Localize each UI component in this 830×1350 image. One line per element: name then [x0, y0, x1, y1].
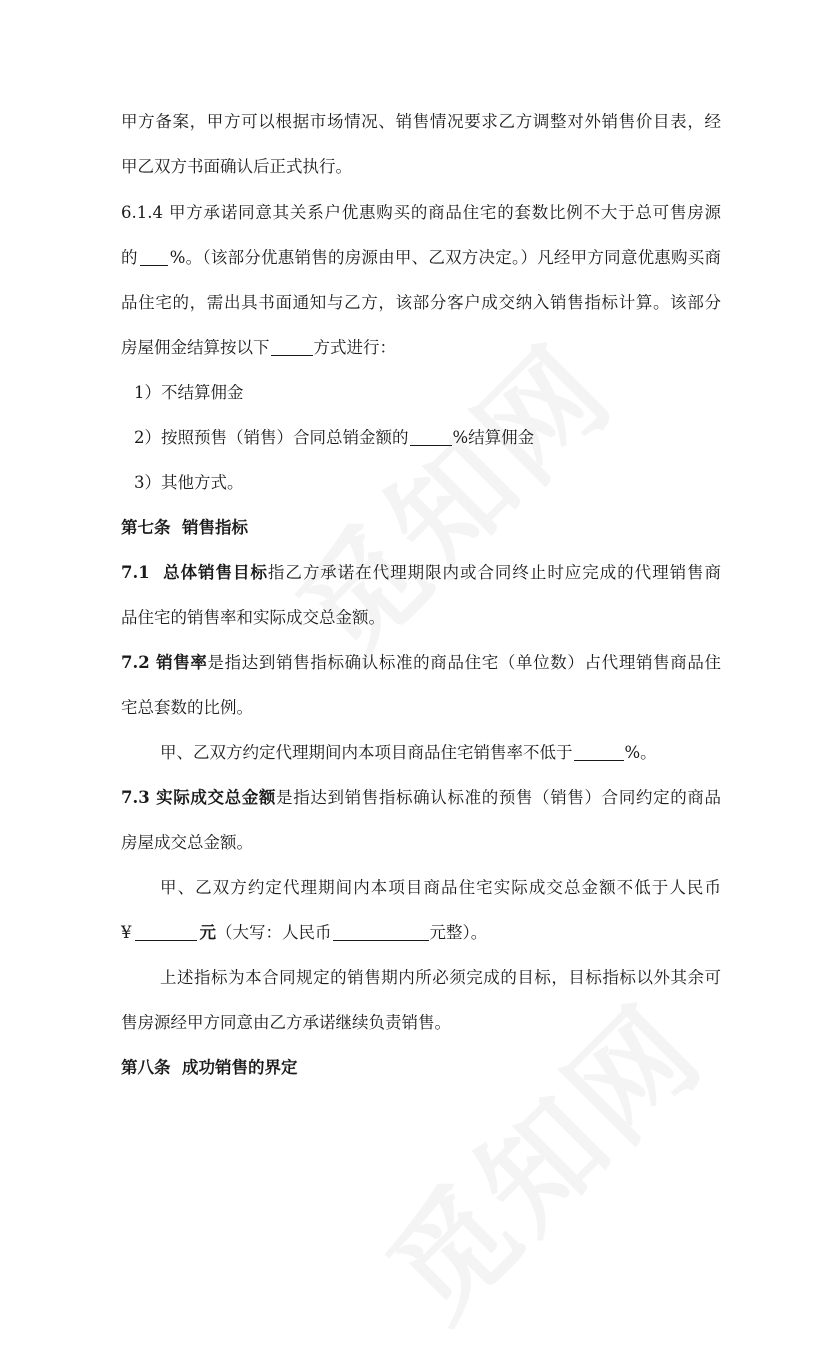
text-segment: ¥ [121, 923, 132, 942]
text-segment: 2）按照预售（销售）合同总销金额的 [134, 428, 409, 447]
fill-blank [140, 247, 168, 266]
paragraph-line [121, 336, 721, 360]
paragraph-line: 甲乙双方书面确认后正式执行。 [121, 157, 352, 176]
section-heading-8: 第八条 成功销售的界定 [121, 1058, 298, 1077]
paragraph-line: 品住宅的，需出具书面通知与乙方，该部分客户成交纳入销售指标计算。该部分 [121, 293, 721, 312]
list-item [134, 426, 734, 450]
text-segment: 甲、乙双方约定代理期间内本项目商品住宅销售率不低于 [160, 743, 573, 762]
clause-6-1-4: 6.1.4 甲方承诺同意其关系户优惠购买的商品住宅的套数比例不大于总可售房源 [121, 203, 721, 222]
text-segment: 是指达到销售指标确认标准的商品住宅（单位数）占代理销售商品住 [207, 653, 722, 672]
text-segment: 元 [199, 923, 216, 942]
paragraph-line: 房屋成交总金额。 [121, 833, 253, 852]
paragraph-line: 宅总套数的比例。 [121, 698, 253, 717]
list-item: 1）不结算佣金 [134, 383, 244, 402]
text-segment: 房屋佣金结算按以下 [121, 338, 270, 357]
text-segment: 的 [121, 248, 138, 267]
fill-blank [574, 742, 624, 761]
paragraph-line: 上述指标为本合同规定的销售期内所必须完成的目标，目标指标以外其余可 [160, 968, 721, 987]
fill-blank [410, 427, 452, 446]
paragraph-line: 售房源经甲方同意由乙方承诺继续负责销售。 [121, 1013, 451, 1032]
text-segment: %。（该部分优惠销售的房源由甲、乙双方决定。）凡经甲方同意优惠购买商 [169, 248, 721, 267]
clause-7-1 [121, 561, 721, 585]
text-segment: 方式进行： [313, 338, 396, 357]
fill-blank [135, 922, 197, 941]
clause-term: 7.1 总体销售目标 [121, 563, 268, 582]
text-segment: %。 [624, 743, 657, 762]
paragraph-line: 甲、乙双方约定代理期间内本项目商品住宅实际成交总金额不低于人民币 [160, 878, 721, 897]
fill-blank [271, 337, 313, 356]
text-segment: 是指达到销售指标确认标准的预售（销售）合同约定的商品 [276, 788, 722, 807]
text-segment: %结算佣金 [452, 428, 535, 447]
text-segment: 元整）。 [429, 923, 488, 942]
clause-7-2 [121, 651, 721, 675]
paragraph-line: 甲方备案，甲方可以根据市场情况、销售情况要求乙方调整对外销售价目表，经 [121, 112, 721, 131]
section-heading-7: 第七条 销售指标 [121, 518, 248, 537]
text-segment: 指乙方承诺在代理期限内或合同终止时应完成的代理销售商 [267, 563, 721, 582]
text-segment: （大写：人民币 [216, 923, 332, 942]
paragraph-line [121, 921, 721, 945]
fill-blank [333, 922, 429, 941]
list-item: 3）其他方式。 [134, 473, 244, 492]
clause-term: 7.2 销售率 [121, 653, 208, 672]
paragraph-line [160, 741, 760, 765]
paragraph-line [121, 246, 721, 270]
paragraph-line: 品住宅的销售率和实际成交总金额。 [121, 608, 385, 627]
clause-7-3 [121, 786, 721, 810]
clause-term: 7.3 实际成交总金额 [121, 788, 277, 807]
